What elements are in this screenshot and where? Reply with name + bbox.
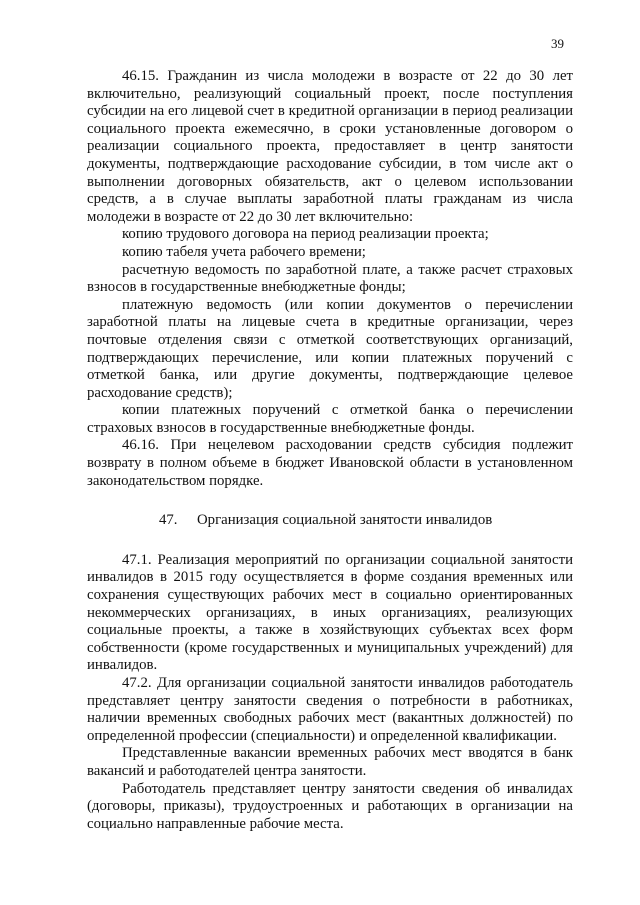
- page-content: [87, 68, 573, 833]
- paragraph-vacancies: Представленные вакансии временных рабочих мест вводятся в банк вакансий и работодателей центра занятости.: [87, 745, 573, 779]
- section-title: Организация социальной занятости инвалидов: [197, 512, 493, 529]
- list-item-timesheet: копию табеля учета рабочего времени;: [122, 243, 366, 260]
- list-item-payroll: расчетную ведомость по заработной плате, а также расчет страховых взносов в государственные внебюджетные фонды;: [87, 261, 573, 296]
- section-heading-47: [87, 512, 573, 530]
- list-item-payment-orders: копии платежных поручений с отметкой банка о перечислении страховых взносов в государственные внебюджетные фонды.: [87, 402, 573, 436]
- paragraph-47-2: 47.2. Для организации социальной занятости инвалидов работодатель представляет центру занятости сведения о потребности в работниках, наличии временных свободных рабочих мест (вакантных должностей) по определенной профессии (специальности) и определенной квалификации.: [87, 675, 573, 744]
- paragraph-47-1: 47.1. Реализация мероприятий по организации социальной занятости инвалидов в 2015 году осуществляется в форме создания временных или сохранения существующих рабочих мест в социально ориентированных некоммерческих организациях, в иных организациях, реализующих социальные проекты, а также в хозяйствующих субъектах всех форм собственности (кроме государственных и муниципальных учреждений) для инвалидов.: [87, 551, 573, 674]
- list-item-payment-statement: платежную ведомость (или копии документов о перечислении заработной платы на лицевые счета в кредитные организации, через почтовые отделения связи с отметкой соответствующих организаций, подтверждающих перечисление, или копии платежных поручений с отметкой банка, или другие документы, подтверждающие целевое расходование средств);: [87, 296, 573, 401]
- list-item-labor-contract: копию трудового договора на период реализации проекта;: [122, 226, 489, 243]
- page-number: 39: [551, 36, 564, 51]
- paragraph-employer-info: Работодатель представляет центру занятости сведения об инвалидах (договоры, приказы), трудоустроенных и работающих в организации на социально направленные рабочие места.: [87, 780, 573, 832]
- paragraph-46-15: 46.15. Гражданин из числа молодежи в возрасте от 22 до 30 лет включительно, реализующий социальный проект, после поступления субсидии на его лицевой счет в кредитной организации в период реализации социального проекта ежемесячно, в сроки установленные договором о реализации социального проекта, предоставляет в центр занятости документы, подтверждающие расходование субсидии, в том числе акт о выполнении договорных обязательств, акт о целевом использовании средств, а в случае выплаты заработной платы гражданам из числа молодежи в возрасте от 22 до 30 лет включительно:: [87, 68, 573, 225]
- paragraph-46-16: 46.16. При нецелевом расходовании средств субсидия подлежит возврату в полном объеме в бюджет Ивановской области в установленном законодательством порядке.: [87, 437, 573, 489]
- section-number: 47.: [159, 512, 178, 529]
